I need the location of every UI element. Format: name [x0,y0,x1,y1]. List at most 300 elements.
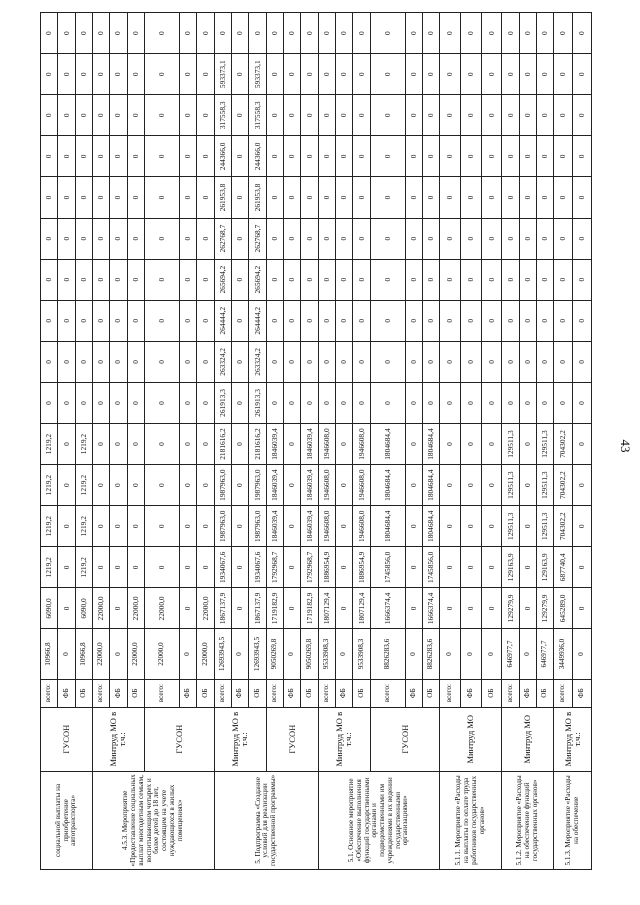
year-value-cell: 0 [318,177,335,218]
year-value-cell: 0 [405,465,422,506]
year-value-cell: 0 [336,588,353,629]
executor-cell: ГУСОН [266,707,318,771]
year-value-cell: 129511,3 [502,424,519,465]
year-value-cell: 0 [127,300,144,341]
year-value-cell: 0 [180,547,197,588]
year-value-cell: 0 [144,506,179,547]
year-value-cell: 1807129,4 [318,588,335,629]
year-value-cell: 0 [461,382,482,423]
year-value-cell: 0 [127,341,144,382]
year-value-cell: 0 [554,177,573,218]
year-value-cell: 0 [58,382,75,423]
year-value-cell: 0 [58,95,75,136]
year-value-cell: 0 [502,54,519,95]
year-value-cell: 0 [301,95,318,136]
year-value-cell: 0 [440,382,461,423]
year-value-cell: 0 [232,300,249,341]
year-value-cell: 0 [502,13,519,54]
total-cell: 8826283,6 [423,629,440,679]
year-value-cell: 261913,3 [214,382,231,423]
year-value-cell: 0 [92,13,109,54]
year-value-cell: 0 [461,54,482,95]
year-value-cell: 0 [440,300,461,341]
year-value-cell: 704302,2 [554,465,573,506]
year-value-cell: 0 [266,136,283,177]
year-value-cell: 0 [41,382,58,423]
year-value-cell: 0 [180,465,197,506]
funding-source-cell: ОБ [75,679,92,707]
year-value-cell: 129163,9 [502,547,519,588]
year-value-cell: 0 [41,300,58,341]
year-value-cell: 0 [481,300,502,341]
year-value-cell: 0 [405,136,422,177]
year-value-cell: 0 [127,547,144,588]
year-value-cell: 0 [301,54,318,95]
year-value-cell: 0 [249,13,266,54]
year-value-cell: 0 [353,13,370,54]
year-value-cell: 0 [573,341,592,382]
year-value-cell: 0 [180,341,197,382]
year-value-cell: 0 [232,95,249,136]
year-value-cell: 1745856,0 [423,547,440,588]
year-value-cell: 0 [41,13,58,54]
year-value-cell: 0 [461,259,482,300]
funding-source-cell: всего: [41,679,58,707]
total-cell: 0 [405,629,422,679]
year-value-cell: 1846039,4 [266,506,283,547]
year-value-cell: 0 [573,506,592,547]
year-value-cell: 0 [110,547,127,588]
total-cell: 9533908,3 [353,629,370,679]
year-value-cell: 0 [336,465,353,506]
year-value-cell: 0 [370,341,405,382]
year-value-cell: 244366,0 [214,136,231,177]
year-value-cell: 0 [481,54,502,95]
year-value-cell: 261953,8 [249,177,266,218]
year-value-cell: 0 [440,54,461,95]
year-value-cell: 0 [127,382,144,423]
year-value-cell: 704302,2 [554,506,573,547]
year-value-cell: 0 [58,547,75,588]
year-value-cell: 1807129,4 [353,588,370,629]
year-value-cell: 0 [353,95,370,136]
year-value-cell: 0 [336,13,353,54]
total-cell: 0 [180,629,197,679]
year-value-cell: 0 [58,13,75,54]
year-value-cell: 0 [318,300,335,341]
year-value-cell: 0 [127,259,144,300]
year-value-cell: 0 [440,506,461,547]
year-value-cell: 0 [370,54,405,95]
year-value-cell: 0 [318,218,335,259]
year-value-cell: 0 [284,259,301,300]
year-value-cell: 0 [405,506,422,547]
year-value-cell: 0 [353,300,370,341]
year-value-cell: 129511,3 [537,465,554,506]
total-cell: 0 [519,629,536,679]
year-value-cell: 0 [232,218,249,259]
funding-source-cell: всего: [502,679,519,707]
funding-source-cell: всего: [266,679,283,707]
table-row [266,13,283,870]
year-value-cell: 0 [440,95,461,136]
year-value-cell: 0 [58,465,75,506]
year-value-cell: 0 [41,218,58,259]
year-value-cell: 0 [481,218,502,259]
year-value-cell: 0 [537,95,554,136]
year-value-cell: 0 [336,259,353,300]
year-value-cell: 0 [519,300,536,341]
year-value-cell: 0 [197,506,214,547]
year-value-cell: 0 [232,588,249,629]
year-value-cell: 0 [405,13,422,54]
year-value-cell: 0 [232,13,249,54]
year-value-cell: 0 [519,424,536,465]
year-value-cell: 0 [127,13,144,54]
year-value-cell: 0 [370,13,405,54]
year-value-cell: 0 [423,136,440,177]
executor-cell: Минтруд МО [440,707,502,771]
year-value-cell: 0 [180,218,197,259]
year-value-cell: 0 [284,588,301,629]
executor-cell: Минтруд МО в т.ч.: [214,707,266,771]
year-value-cell: 0 [537,300,554,341]
year-value-cell: 593373,1 [249,54,266,95]
total-cell: 0 [461,629,482,679]
total-cell: 3449936,0 [554,629,573,679]
year-value-cell: 0 [336,218,353,259]
year-value-cell: 0 [405,547,422,588]
year-value-cell: 129511,3 [502,465,519,506]
funding-source-cell: ОБ [423,679,440,707]
year-value-cell: 0 [502,136,519,177]
year-value-cell: 0 [232,136,249,177]
year-value-cell: 262768,7 [249,218,266,259]
year-value-cell: 0 [284,341,301,382]
year-value-cell: 0 [573,95,592,136]
table-row [502,13,519,870]
year-value-cell: 0 [336,136,353,177]
year-value-cell: 0 [110,95,127,136]
funding-source-cell: всего: [92,679,109,707]
year-value-cell: 0 [573,136,592,177]
table-row [440,13,461,870]
executor-cell: ГУСОН [144,707,214,771]
year-value-cell: 22000,0 [144,588,179,629]
year-value-cell: 0 [318,13,335,54]
year-value-cell: 0 [266,218,283,259]
funding-source-cell: ОБ [197,679,214,707]
year-value-cell: 244366,0 [249,136,266,177]
year-value-cell: 0 [461,300,482,341]
year-value-cell: 0 [461,136,482,177]
year-value-cell: 0 [58,506,75,547]
year-value-cell: 0 [481,136,502,177]
year-value-cell: 0 [370,136,405,177]
year-value-cell: 0 [110,506,127,547]
year-value-cell: 0 [301,382,318,423]
year-value-cell: 0 [232,465,249,506]
year-value-cell: 0 [405,54,422,95]
year-value-cell: 0 [110,588,127,629]
year-value-cell: 0 [92,382,109,423]
year-value-cell: 1666374,4 [423,588,440,629]
year-value-cell: 0 [232,259,249,300]
year-value-cell: 1934067,6 [249,547,266,588]
year-value-cell: 0 [110,259,127,300]
year-value-cell: 0 [266,259,283,300]
year-value-cell: 0 [197,341,214,382]
year-value-cell: 0 [284,382,301,423]
year-value-cell: 0 [180,382,197,423]
year-value-cell: 0 [405,424,422,465]
year-value-cell: 0 [110,136,127,177]
year-value-cell: 1846039,4 [301,506,318,547]
year-value-cell: 0 [284,95,301,136]
year-value-cell: 0 [266,95,283,136]
year-value-cell: 1219,2 [41,506,58,547]
year-value-cell: 0 [197,465,214,506]
year-value-cell: 0 [58,300,75,341]
table-row [554,13,573,870]
year-value-cell: 0 [405,300,422,341]
year-value-cell: 0 [537,382,554,423]
year-value-cell: 0 [440,259,461,300]
year-value-cell: 0 [110,424,127,465]
program-name-cell: социальной выплаты на приобретение автотранспорта» [41,771,93,869]
year-value-cell: 0 [144,136,179,177]
year-value-cell: 0 [180,588,197,629]
funding-source-cell: ОБ [301,679,318,707]
table-row [370,13,405,870]
year-value-cell: 0 [284,136,301,177]
year-value-cell: 263324,2 [249,341,266,382]
funding-source-cell: ФБ [519,679,536,707]
year-value-cell: 0 [127,95,144,136]
year-value-cell: 1666374,4 [370,588,405,629]
year-value-cell: 1804684,4 [370,506,405,547]
funding-source-cell: ФБ [284,679,301,707]
year-value-cell: 1219,2 [75,506,92,547]
year-value-cell: 0 [461,13,482,54]
year-value-cell: 0 [197,13,214,54]
funding-source-cell: ФБ [58,679,75,707]
year-value-cell: 1946608,0 [318,465,335,506]
year-value-cell: 0 [554,13,573,54]
year-value-cell: 0 [519,259,536,300]
year-value-cell: 265694,2 [249,259,266,300]
year-value-cell: 0 [92,424,109,465]
year-value-cell: 0 [519,465,536,506]
year-value-cell: 0 [423,382,440,423]
year-value-cell: 129511,3 [502,506,519,547]
funding-source-cell: ФБ [573,679,592,707]
year-value-cell: 0 [144,547,179,588]
year-value-cell: 0 [519,136,536,177]
year-value-cell: 0 [440,465,461,506]
executor-cell: Минтруд МО в т.ч.: [554,707,592,771]
year-value-cell: 1219,2 [41,465,58,506]
year-value-cell: 0 [127,465,144,506]
year-value-cell: 0 [573,300,592,341]
year-value-cell: 0 [440,547,461,588]
year-value-cell: 0 [58,259,75,300]
year-value-cell: 0 [537,218,554,259]
year-value-cell: 1792968,7 [266,547,283,588]
year-value-cell: 0 [353,259,370,300]
year-value-cell: 0 [75,13,92,54]
year-value-cell: 0 [284,424,301,465]
year-value-cell: 0 [537,259,554,300]
year-value-cell: 1886954,9 [318,547,335,588]
year-value-cell: 0 [41,95,58,136]
year-value-cell: 0 [370,259,405,300]
year-value-cell: 0 [301,177,318,218]
year-value-cell: 0 [318,54,335,95]
executor-cell: Минтруд МО в т.ч.: [318,707,370,771]
total-cell: 0 [440,629,461,679]
year-value-cell: 0 [519,506,536,547]
year-value-cell: 687740,4 [554,547,573,588]
year-value-cell: 0 [481,424,502,465]
year-value-cell: 6090,0 [75,588,92,629]
year-value-cell: 0 [92,54,109,95]
year-value-cell: 0 [554,95,573,136]
funding-source-cell: ОБ [249,679,266,707]
year-value-cell: 0 [554,54,573,95]
year-value-cell: 0 [353,218,370,259]
year-value-cell: 1934067,6 [214,547,231,588]
year-value-cell: 1846039,4 [301,465,318,506]
year-value-cell: 22000,0 [127,588,144,629]
year-value-cell: 0 [127,218,144,259]
funding-source-cell: ОБ [537,679,554,707]
year-value-cell: 0 [284,177,301,218]
year-value-cell: 0 [284,218,301,259]
year-value-cell: 1804684,4 [423,465,440,506]
year-value-cell: 0 [58,218,75,259]
year-value-cell: 0 [461,341,482,382]
year-value-cell: 0 [353,177,370,218]
year-value-cell: 0 [481,547,502,588]
year-value-cell: 0 [214,13,231,54]
year-value-cell: 0 [554,218,573,259]
program-name-cell: 5.1. Основное мероприятие «Обеспечение выполнения функций государственными органами и подведомственными им учреждениями в их ведении государственными организациями» [318,771,440,869]
year-value-cell: 1804684,4 [423,506,440,547]
year-value-cell: 0 [92,95,109,136]
year-value-cell: 0 [110,341,127,382]
year-value-cell: 0 [41,341,58,382]
total-cell: 9533908,3 [318,629,335,679]
year-value-cell: 0 [41,54,58,95]
year-value-cell: 129163,9 [537,547,554,588]
year-value-cell: 0 [405,95,422,136]
year-value-cell: 0 [519,13,536,54]
year-value-cell: 0 [301,259,318,300]
year-value-cell: 0 [127,424,144,465]
year-value-cell: 0 [573,177,592,218]
year-value-cell: 0 [180,136,197,177]
total-cell: 0 [573,629,592,679]
year-value-cell: 1804684,4 [370,465,405,506]
year-value-cell: 0 [266,300,283,341]
year-value-cell: 0 [502,259,519,300]
total-cell: 0 [336,629,353,679]
year-value-cell: 0 [519,95,536,136]
year-value-cell: 0 [461,177,482,218]
year-value-cell: 0 [336,54,353,95]
year-value-cell: 0 [481,177,502,218]
year-value-cell: 22000,0 [92,588,109,629]
program-name-cell: 4.5.3. Мероприятие «Предоставление социальных выплат многодетным семьям, воспитывающим четырех и более детей до 18 лет, состоящим на учете нуждающихся в жилых помещениях» [92,771,214,869]
year-value-cell: 0 [127,506,144,547]
year-value-cell: 0 [336,300,353,341]
total-cell: 0 [284,629,301,679]
year-value-cell: 0 [197,547,214,588]
year-value-cell: 0 [336,382,353,423]
year-value-cell: 0 [336,547,353,588]
year-value-cell: 265694,2 [214,259,231,300]
year-value-cell: 0 [502,218,519,259]
year-value-cell: 0 [144,54,179,95]
year-value-cell: 0 [423,218,440,259]
year-value-cell: 0 [537,136,554,177]
year-value-cell: 0 [232,506,249,547]
year-value-cell: 0 [353,341,370,382]
year-value-cell: 0 [75,54,92,95]
year-value-cell: 0 [284,547,301,588]
total-cell: 646977,7 [537,629,554,679]
year-value-cell: 0 [423,54,440,95]
year-value-cell: 704302,2 [554,424,573,465]
year-value-cell: 0 [318,136,335,177]
year-value-cell: 0 [110,382,127,423]
year-value-cell: 0 [573,547,592,588]
year-value-cell: 0 [58,54,75,95]
year-value-cell: 0 [353,54,370,95]
funding-source-cell: всего: [440,679,461,707]
year-value-cell: 0 [301,136,318,177]
program-name-cell: 5. Подпрограмма «Создание условий для реализации государственной программы» [214,771,318,869]
year-value-cell: 0 [537,341,554,382]
year-value-cell: 1219,2 [75,465,92,506]
year-value-cell: 1219,2 [41,424,58,465]
year-value-cell: 0 [554,382,573,423]
year-value-cell: 0 [519,218,536,259]
funding-source-cell: ФБ [110,679,127,707]
funding-source-cell: всего: [370,679,405,707]
year-value-cell: 0 [519,177,536,218]
year-value-cell: 0 [58,177,75,218]
year-value-cell: 0 [144,341,179,382]
year-value-cell: 0 [573,465,592,506]
year-value-cell: 0 [266,54,283,95]
year-value-cell: 263324,2 [214,341,231,382]
year-value-cell: 0 [423,95,440,136]
year-value-cell: 0 [440,13,461,54]
year-value-cell: 0 [232,424,249,465]
year-value-cell: 0 [266,382,283,423]
year-value-cell: 0 [573,259,592,300]
year-value-cell: 262768,7 [214,218,231,259]
year-value-cell: 0 [405,382,422,423]
year-value-cell: 0 [440,588,461,629]
year-value-cell: 0 [405,588,422,629]
year-value-cell: 0 [519,588,536,629]
year-value-cell: 0 [336,506,353,547]
year-value-cell: 1745856,0 [370,547,405,588]
year-value-cell: 0 [481,13,502,54]
